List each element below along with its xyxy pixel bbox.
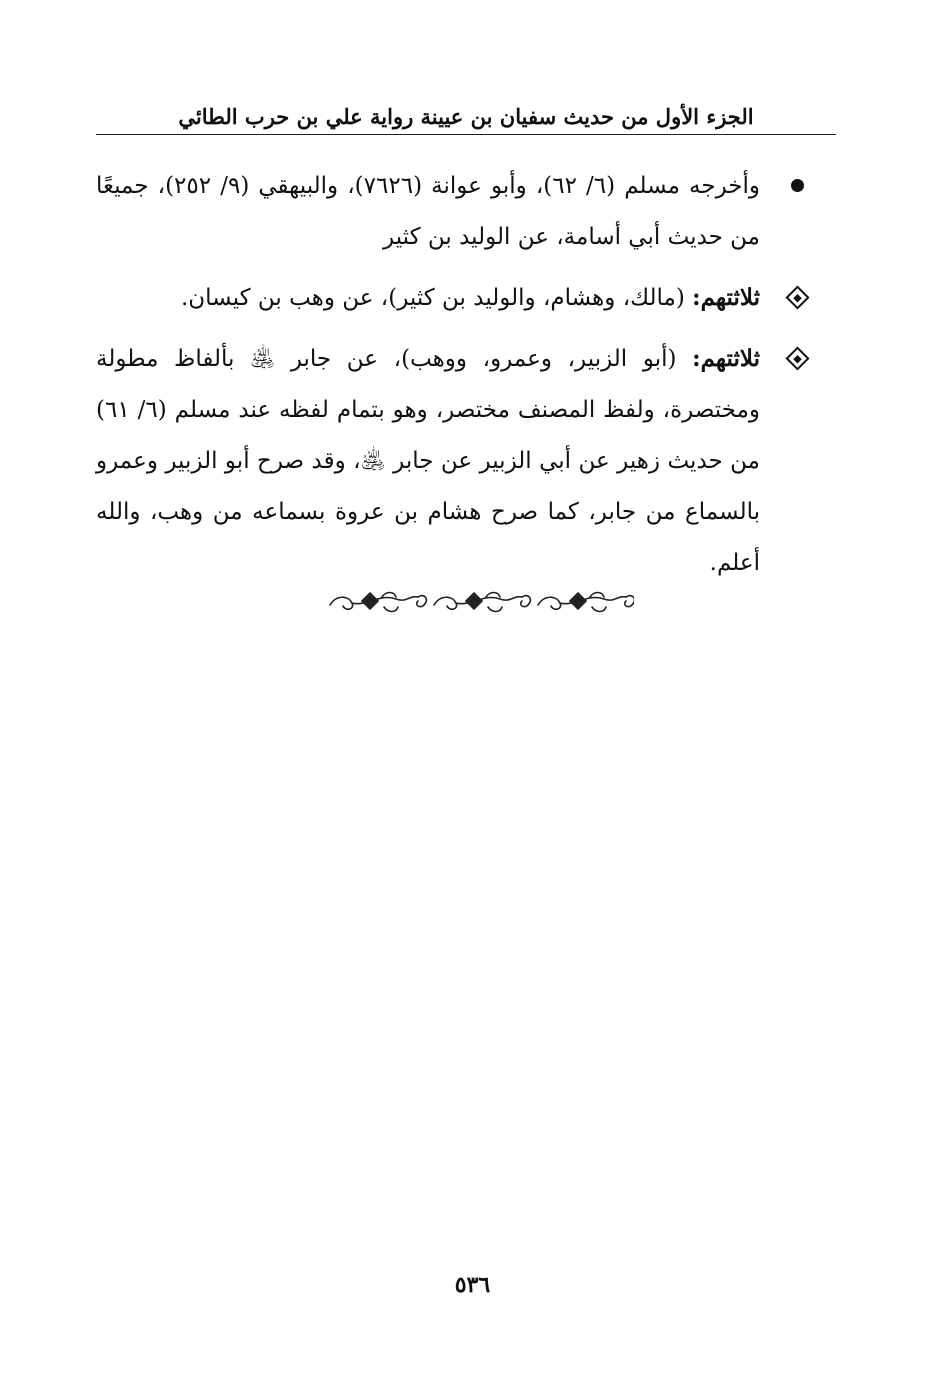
bullet-icon (782, 160, 812, 211)
diamond-bullet-icon (782, 333, 812, 384)
entry-text: (مالك، وهشام، والوليد بن كثير)، عن وهب بن كيسان. (180, 285, 693, 311)
page-body (96, 160, 816, 598)
entry-text: وأخرجه مسلم (٦/ ٦٢)، وأبو عوانة (٧٦٢٦)، والبيهقي (٩/ ٢٥٢)، جميعًا من حديث أبي أسامة، عن الوليد بن كثير (96, 173, 760, 250)
entry-label: ثلاثتهم: (692, 345, 760, 372)
entry-text: (أبو الزبير، وعمرو، ووهب)، عن جابر ﵁ بألفاظ مطولة ومختصرة، ولفظ المصنف مختصر، وهو بتمام لفظه عند مسلم (٦/ ٦١) من حديث زهير عن أبي الزبير عن جابر ﵁، وقد صرح أبو الزبير وعمرو بالسماع من جابر، كما صرح هشام بن عروة بسماعه من وهب، والله أعلم. (96, 346, 761, 576)
paragraph-entry (96, 160, 816, 263)
page-number: ٥٣٦ (454, 1272, 491, 1298)
diamond-bullet-icon (782, 272, 812, 323)
paragraph-entry (96, 333, 816, 589)
header-rule (96, 134, 836, 135)
entry-label: ثلاثتهم: (692, 284, 760, 311)
floral-divider-icon (322, 583, 634, 619)
paragraph-entry (96, 272, 816, 324)
running-header: الجزء الأول من حديث سفيان بن عيينة رواية علي بن حرب الطائي (178, 104, 754, 129)
